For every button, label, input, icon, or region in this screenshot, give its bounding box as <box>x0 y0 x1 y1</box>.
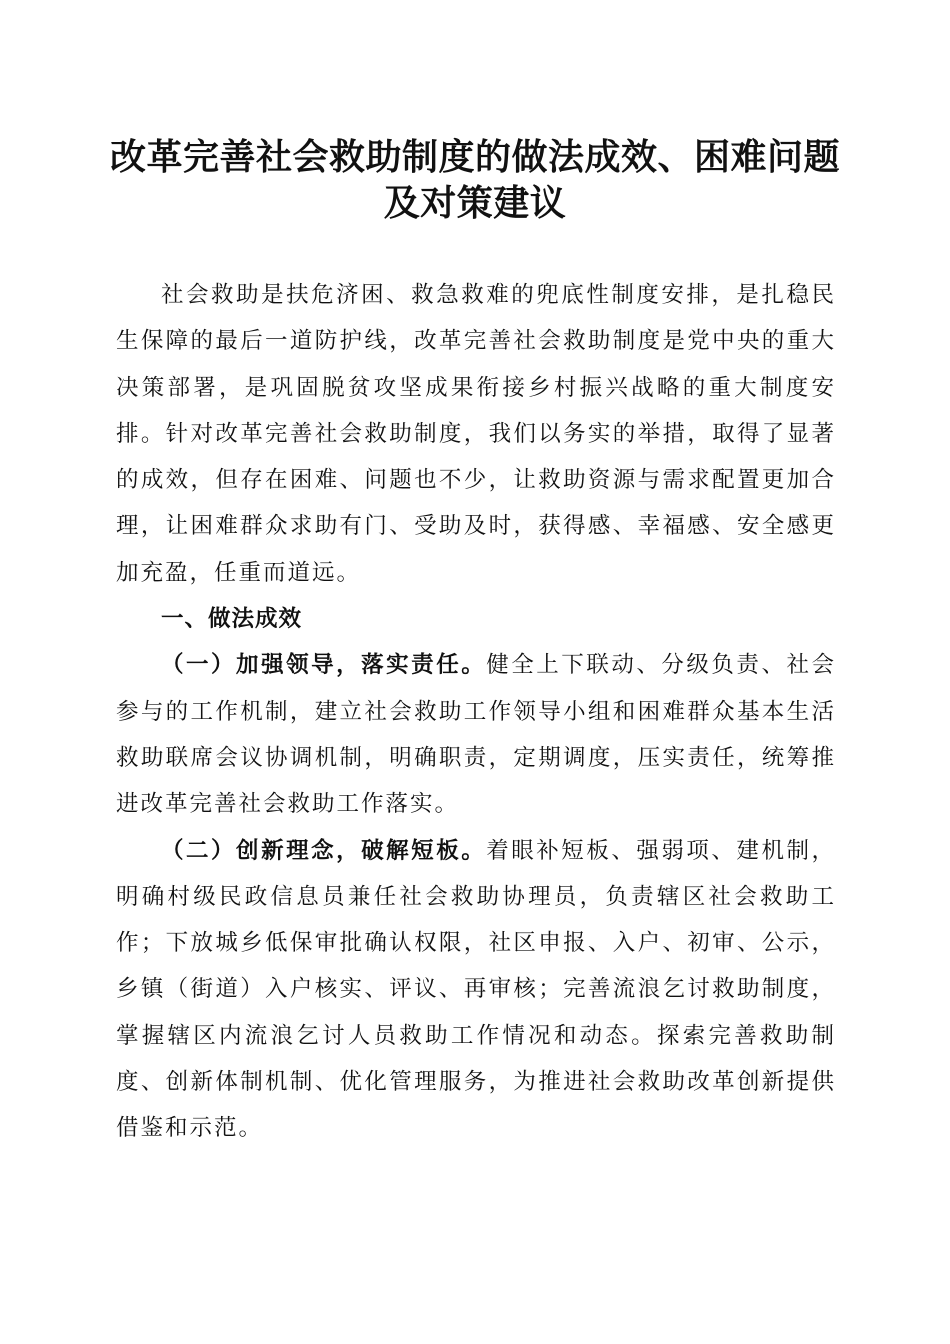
document-title <box>100 134 850 226</box>
section-heading-practices: 一、做法成效 <box>161 606 303 633</box>
title-line-2: 及对策建议 <box>383 182 567 224</box>
title-line-1: 改革完善社会救助制度的做法成效、困难问题 <box>109 136 840 178</box>
document-body <box>116 272 836 1152</box>
item-2-lead: （二）创新理念，破解短板。 <box>161 837 487 864</box>
item-paragraph-2 <box>116 828 836 1152</box>
item-1-text: 健全上下联动、分级负责、社会参与的工作机制，建立社会救助工作领导小组和困难群众基本生活救助联席会议协调机制，明确职责，定期调度，压实责任，统筹推进改革完善社会救助工作落实。 <box>116 652 836 818</box>
intro-paragraph: 社会救助是扶危济困、救急救难的兜底性制度安排，是扎稳民生保障的最后一道防护线，改革完善社会救助制度是党中央的重大决策部署，是巩固脱贫攻坚成果衔接乡村振兴战略的重大制度安排。针对改革完善社会救助制度，我们以务实的举措，取得了显著的成效，但存在困难、问题也不少，让救助资源与需求配置更加合理，让困难群众求助有门、受助及时，获得感、幸福感、安全感更加充盈，任重而道远。 <box>116 282 836 586</box>
item-1-lead: （一）加强领导，落实责任。 <box>161 652 487 679</box>
item-2-text: 着眼补短板、强弱项、建机制，明确村级民政信息员兼任社会救助协理员，负责辖区社会救助工作；下放城乡低保审批确认权限，社区申报、入户、初审、公示，乡镇（街道）入户核实、评议、再审核；完善流浪乞讨救助制度，掌握辖区内流浪乞讨人员救助工作情况和动态。探索完善救助制度、创新体制机制、优化管理服务，为推进社会救助改革创新提供借鉴和示范。 <box>116 837 836 1142</box>
item-paragraph-1 <box>116 642 836 827</box>
